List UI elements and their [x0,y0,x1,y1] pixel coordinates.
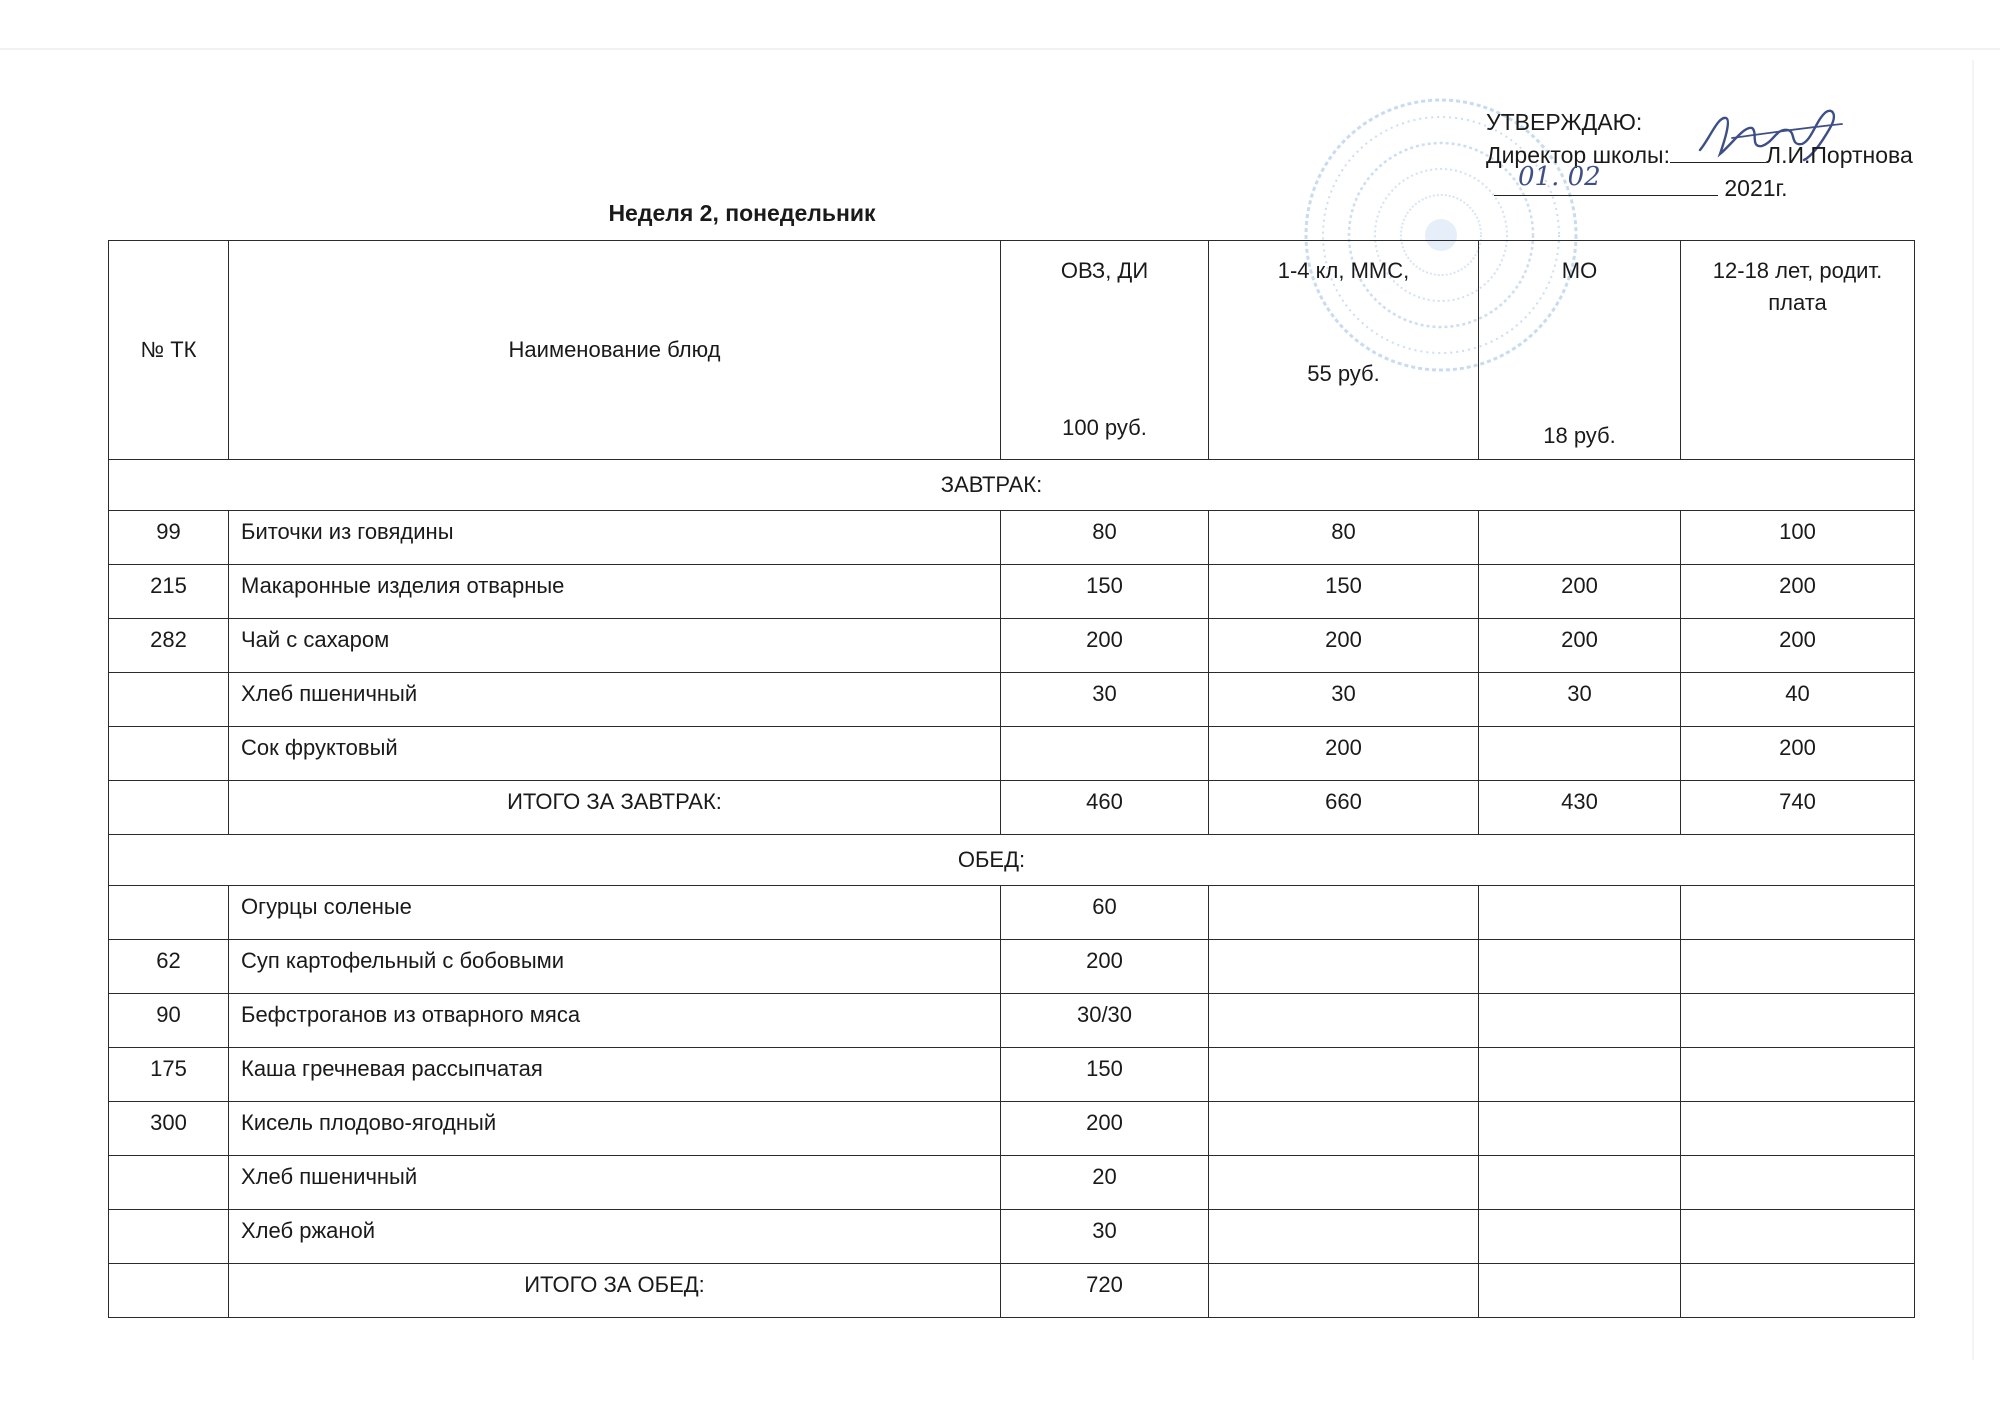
table-header-row [109,241,1915,460]
price-ovz: 100 руб. [1062,415,1147,440]
director-name: Л.И.Портнова [1765,142,1913,168]
director-label: Директор школы: [1486,142,1670,168]
scan-edge [0,48,2000,50]
approval-block [1486,106,1913,204]
price-mms: 55 руб. [1307,361,1380,386]
table-row: Хлеб пшеничный 30 30 30 40 [109,673,1915,727]
header-col-paid: 12-18 лет, родит. плата [1681,241,1915,460]
table-row: 175 Каша гречневая рассыпчатая 150 [109,1048,1915,1102]
table-row: 90 Бефстроганов из отварного мяса 30/30 [109,994,1915,1048]
header-col-mo: МО 18 руб. [1479,241,1681,460]
header-dish-name: Наименование блюд [229,241,1001,460]
price-mo: 18 руб. [1543,423,1616,448]
section-lunch: ОБЕД: [109,835,1915,886]
date-blank [1494,162,1718,196]
approval-year: 2021г. [1724,175,1788,201]
header-num: № ТК [109,241,229,460]
table-row: 300 Кисель плодово-ягодный 200 [109,1102,1915,1156]
page-title: Неделя 2, понедельник [608,200,876,226]
breakfast-total-row: ИТОГО ЗА ЗАВТРАК: 460 660 430 740 [109,781,1915,835]
header-col-ovz: ОВЗ, ДИ 100 руб. [1001,241,1209,460]
table-row: 215 Макаронные изделия отварные 150 150 200 200 [109,565,1915,619]
table-row: Хлеб ржаной 30 [109,1210,1915,1264]
signature-line [1670,138,1766,163]
table-row: Хлеб пшеничный 20 [109,1156,1915,1210]
table-row: Огурцы соленые 60 [109,886,1915,940]
handwritten-date: 01. 02 [1518,162,1601,192]
header-col-mms: 1-4 кл, ММС, 55 руб. [1209,241,1479,460]
table-row: Сок фруктовый 200 200 [109,727,1915,781]
menu-table [108,240,1915,1318]
scan-edge [1972,60,1974,1360]
table-row: 99 Биточки из говядины 80 80 100 [109,511,1915,565]
approval-heading: УТВЕРЖДАЮ: [1486,109,1643,135]
table-row: 62 Суп картофельный с бобовыми 200 [109,940,1915,994]
lunch-total-row: ИТОГО ЗА ОБЕД: 720 [109,1264,1915,1318]
section-breakfast: ЗАВТРАК: [109,460,1915,511]
table-row: 282 Чай с сахаром 200 200 200 200 [109,619,1915,673]
